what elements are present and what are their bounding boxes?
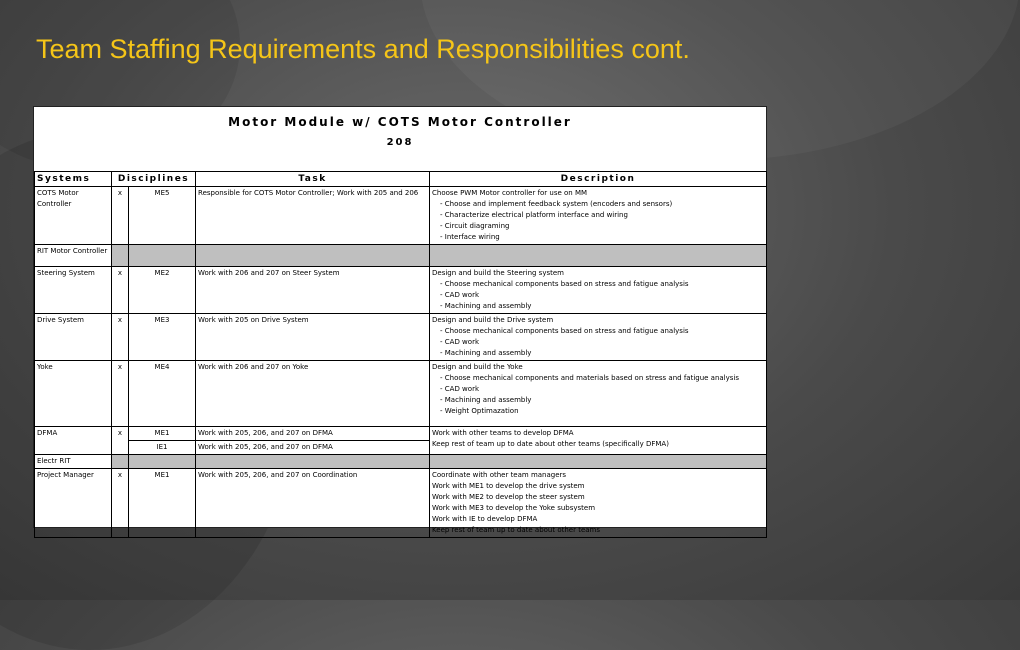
cell-mark: x [112,187,129,245]
cell-mark: x [112,469,129,538]
description-line: Design and build the Steering system [432,269,564,277]
cell-description [430,245,767,267]
cell-task: Work with 205 on Drive System [196,314,430,361]
description-line: - Choose mechanical components and materials based on stress and fatigue analysis [440,374,740,382]
cell-mark [112,455,129,469]
description-line: Coordinate with other team managers [432,471,567,479]
staffing-table-image [33,106,767,534]
cell-discipline: ME2 [129,267,196,314]
cell-system: Drive System [35,314,112,361]
cell-discipline: ME1 [129,469,196,538]
table-header-row [35,172,767,187]
cell-discipline: IE1 [129,441,196,455]
description-line: - Machining and assembly [440,302,532,310]
description-line: Work with ME3 to develop the Yoke subsystem [432,504,596,512]
module-number: 208 [386,137,414,148]
cell-discipline: ME3 [129,314,196,361]
cell-task [196,455,430,469]
cell-task [196,245,430,267]
description-line: - CAD work [440,291,479,299]
description-line: Keep rest of team up to date about other teams [432,526,601,534]
description-line: - Weight Optimazation [440,407,519,415]
header-description: Description [430,172,767,187]
header-disciplines: Disciplines [112,172,196,187]
header-systems: Systems [35,172,112,187]
table-row [35,314,767,361]
table-row [35,455,767,469]
cell-discipline [129,245,196,267]
cell-task: Work with 206 and 207 on Yoke [196,361,430,427]
description-line: - Characterize electrical platform interface and wiring [440,211,628,219]
cell-task: Work with 206 and 207 on Steer System [196,267,430,314]
table-row [35,469,767,538]
staffing-table [34,171,767,538]
cell-description [430,361,767,427]
cell-system: Steering System [35,267,112,314]
cell-system: RIT Motor Controller [35,245,112,267]
description-line: Design and build the Yoke [432,363,523,371]
cell-system: DFMA [35,427,112,455]
description-line: Choose PWM Motor controller for use on MM [432,189,588,197]
cell-mark: x [112,427,129,455]
description-line: - CAD work [440,338,479,346]
description-line: - Choose and implement feedback system (encoders and sensors) [440,200,673,208]
module-header [34,107,766,171]
cell-system: COTS Motor Controller [35,187,112,245]
description-line: - Machining and assembly [440,349,532,357]
cell-discipline: ME4 [129,361,196,427]
description-line: Work with ME1 to develop the drive system [432,482,585,490]
table-body [35,187,767,538]
table-row [35,267,767,314]
slide-title: Team Staffing Requirements and Responsibilities cont. [36,34,690,64]
description-line: Work with IE to develop DFMA [432,515,538,523]
description-line: Keep rest of team up to date about other teams (specifically DFMA) [432,440,669,448]
cell-description [430,427,767,455]
description-line: Work with other teams to develop DFMA [432,429,574,437]
cell-description [430,469,767,538]
description-line: - Choose mechanical components based on stress and fatigue analysis [440,280,689,288]
cell-task: Work with 205, 206, and 207 on Coordination [196,469,430,538]
description-line: - Choose mechanical components based on stress and fatigue analysis [440,327,689,335]
cell-system: Electr RIT [35,455,112,469]
description-line: - Interface wiring [440,233,500,241]
cell-discipline: ME1 [129,427,196,441]
cell-mark: x [112,361,129,427]
table-row [35,361,767,427]
cell-system: Project Manager [35,469,112,538]
cell-task: Work with 205, 206, and 207 on DFMA [196,427,430,441]
description-line: Design and build the Drive system [432,316,554,324]
module-title: Motor Module w/ COTS Motor Controller [228,115,572,129]
cell-discipline [129,455,196,469]
cell-mark [112,245,129,267]
cell-system: Yoke [35,361,112,427]
cell-task: Work with 205, 206, and 207 on DFMA [196,441,430,455]
cell-description [430,455,767,469]
cell-description [430,267,767,314]
description-line: Work with ME2 to develop the steer system [432,493,585,501]
description-line: - CAD work [440,385,479,393]
table-row [35,187,767,245]
cell-description [430,314,767,361]
cell-mark: x [112,267,129,314]
cell-discipline: ME5 [129,187,196,245]
cell-task: Responsible for COTS Motor Controller; Work with 205 and 206 [196,187,430,245]
table-row [35,245,767,267]
cell-mark: x [112,314,129,361]
table-row [35,427,767,441]
header-task: Task [196,172,430,187]
cell-description [430,187,767,245]
description-line: - Machining and assembly [440,396,532,404]
description-line: - Circuit diagraming [440,222,510,230]
